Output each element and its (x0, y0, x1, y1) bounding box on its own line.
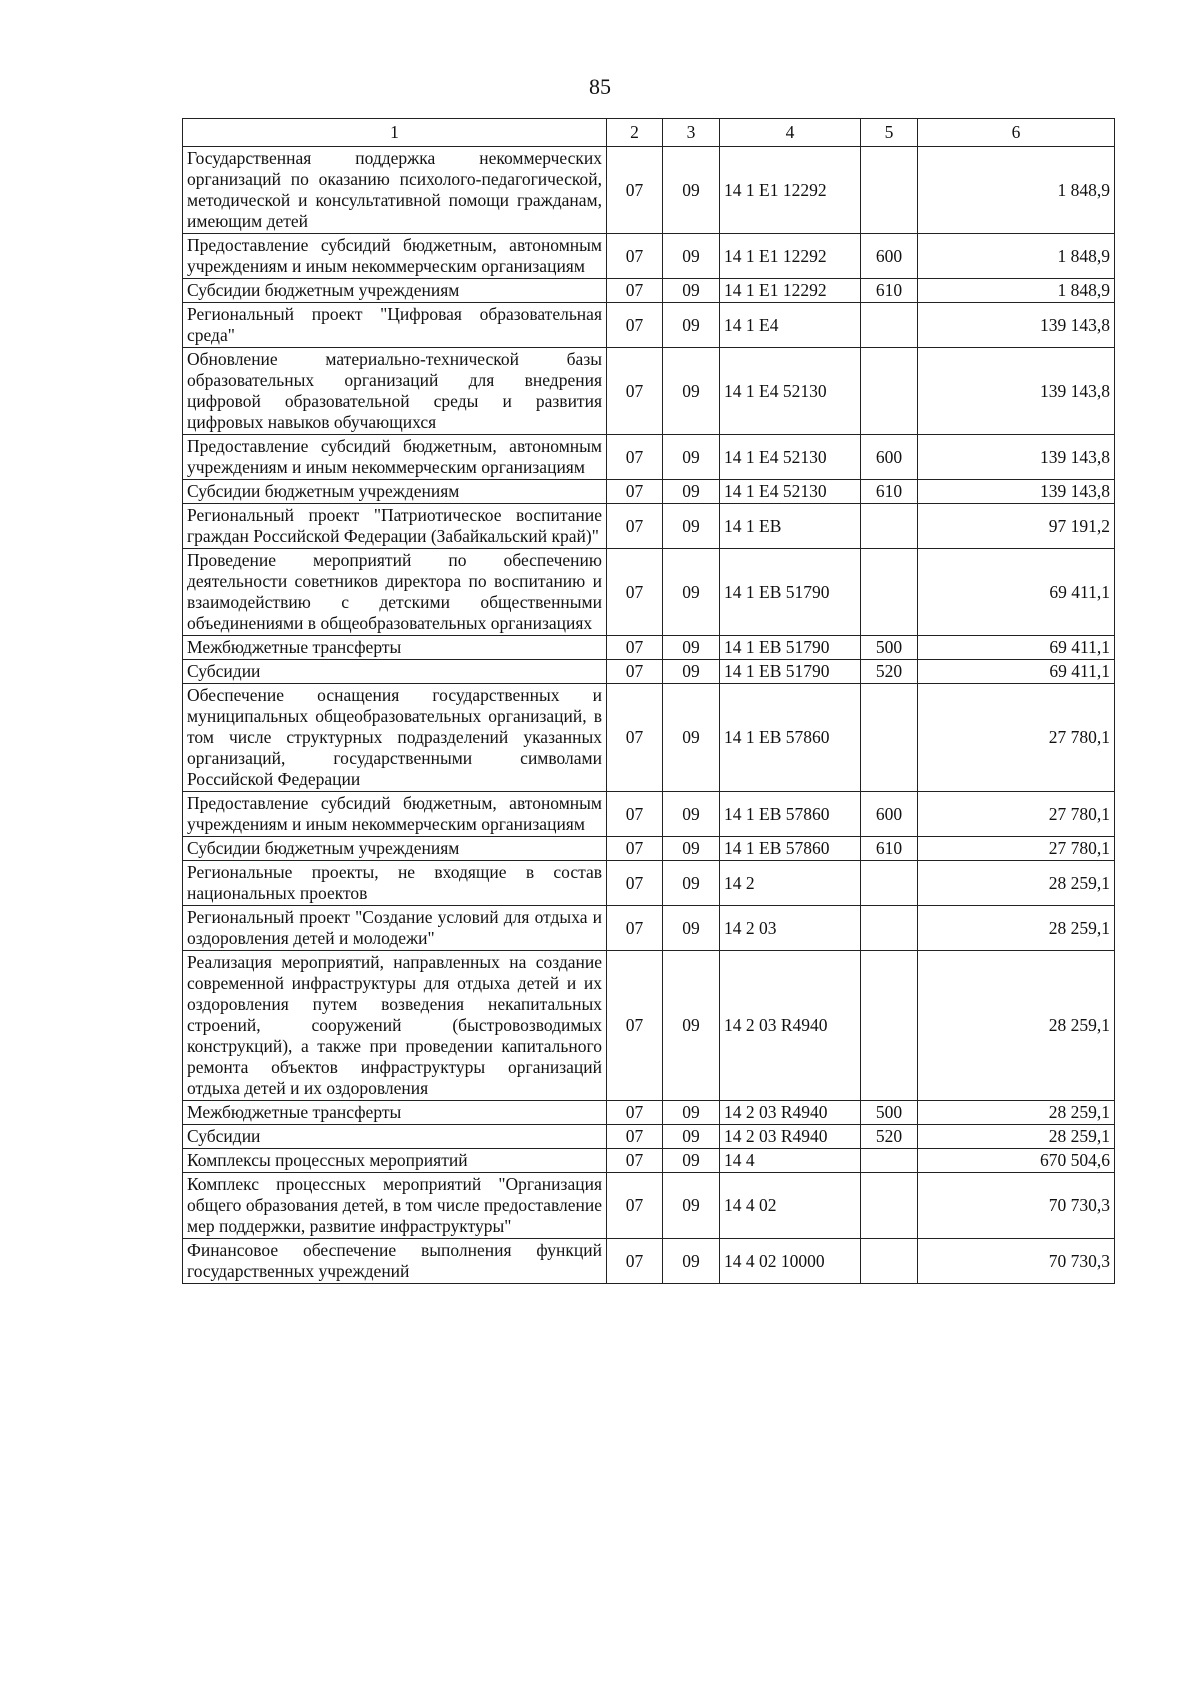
section-code-cell: 07 (607, 303, 663, 348)
amount-cell: 28 259,1 (918, 1125, 1115, 1149)
target-article-cell: 14 2 03 R4940 (720, 1125, 861, 1149)
subsection-code-cell: 09 (663, 861, 720, 906)
subsection-code-cell: 09 (663, 348, 720, 435)
row-name-cell: Реализация мероприятий, направленных на создание современной инфраструктуры для отдыха детей и их оздоровления путем возведения некапитальных строений, сооружений (быстровозводимых конструкций), а также при проведении капитального ремонта объектов инфраструктуры организаций отдыха детей и их оздоровления (183, 951, 607, 1101)
subsection-code-cell: 09 (663, 660, 720, 684)
target-article-cell: 14 1 EB 57860 (720, 837, 861, 861)
row-name-cell: Субсидии (183, 660, 607, 684)
table-row (183, 480, 1115, 504)
section-code-cell: 07 (607, 837, 663, 861)
row-name-cell: Субсидии бюджетным учреждениям (183, 279, 607, 303)
expense-type-cell: 610 (861, 837, 918, 861)
section-code-cell: 07 (607, 792, 663, 837)
amount-cell: 69 411,1 (918, 549, 1115, 636)
amount-cell: 27 780,1 (918, 792, 1115, 837)
subsection-code-cell: 09 (663, 1149, 720, 1173)
row-name-cell: Проведение мероприятий по обеспечению деятельности советников директора по воспитанию и взаимодействию с детскими общественными объединениями в общеобразовательных организациях (183, 549, 607, 636)
section-code-cell: 07 (607, 1125, 663, 1149)
target-article-cell: 14 2 (720, 861, 861, 906)
target-article-cell: 14 2 03 R4940 (720, 951, 861, 1101)
column-header-5: 5 (861, 119, 918, 147)
row-name-cell: Предоставление субсидий бюджетным, автономным учреждениям и иным некоммерческим организациям (183, 435, 607, 480)
table-row (183, 303, 1115, 348)
row-name-cell: Региональный проект "Создание условий для отдыха и оздоровления детей и молодежи" (183, 906, 607, 951)
subsection-code-cell: 09 (663, 480, 720, 504)
row-name-cell: Межбюджетные трансферты (183, 1101, 607, 1125)
expense-type-cell: 520 (861, 660, 918, 684)
amount-cell: 139 143,8 (918, 480, 1115, 504)
section-code-cell: 07 (607, 234, 663, 279)
subsection-code-cell: 09 (663, 1173, 720, 1239)
amount-cell: 28 259,1 (918, 1101, 1115, 1125)
table-row (183, 792, 1115, 837)
amount-cell: 70 730,3 (918, 1239, 1115, 1284)
column-header-4: 4 (720, 119, 861, 147)
expense-type-cell: 520 (861, 1125, 918, 1149)
row-name-cell: Межбюджетные трансферты (183, 636, 607, 660)
target-article-cell: 14 1 E4 52130 (720, 480, 861, 504)
subsection-code-cell: 09 (663, 792, 720, 837)
subsection-code-cell: 09 (663, 234, 720, 279)
amount-cell: 670 504,6 (918, 1149, 1115, 1173)
amount-cell: 139 143,8 (918, 435, 1115, 480)
expense-type-cell: 500 (861, 1101, 918, 1125)
amount-cell: 27 780,1 (918, 837, 1115, 861)
amount-cell: 1 848,9 (918, 147, 1115, 234)
amount-cell: 1 848,9 (918, 234, 1115, 279)
table-row (183, 147, 1115, 234)
table-row (183, 234, 1115, 279)
expense-type-cell (861, 1173, 918, 1239)
target-article-cell: 14 1 EB (720, 504, 861, 549)
expense-type-cell (861, 504, 918, 549)
expense-type-cell: 610 (861, 480, 918, 504)
row-name-cell: Субсидии бюджетным учреждениям (183, 837, 607, 861)
row-name-cell: Региональные проекты, не входящие в состав национальных проектов (183, 861, 607, 906)
amount-cell: 28 259,1 (918, 861, 1115, 906)
target-article-cell: 14 2 03 (720, 906, 861, 951)
column-header-2: 2 (607, 119, 663, 147)
section-code-cell: 07 (607, 348, 663, 435)
row-name-cell: Региональный проект "Патриотическое воспитание граждан Российской Федерации (Забайкальский край)" (183, 504, 607, 549)
expense-type-cell (861, 1149, 918, 1173)
table-row (183, 435, 1115, 480)
target-article-cell: 14 4 (720, 1149, 861, 1173)
table-row (183, 660, 1115, 684)
target-article-cell: 14 1 EB 51790 (720, 549, 861, 636)
row-name-cell: Финансовое обеспечение выполнения функций государственных учреждений (183, 1239, 607, 1284)
table-row (183, 861, 1115, 906)
page-number: 85 (589, 74, 611, 99)
expense-type-cell: 600 (861, 234, 918, 279)
target-article-cell: 14 1 E1 12292 (720, 147, 861, 234)
section-code-cell: 07 (607, 480, 663, 504)
row-name-cell: Комплекс процессных мероприятий "Организация общего образования детей, в том числе предоставление мер поддержки, развитие инфраструктуры" (183, 1173, 607, 1239)
row-name-cell: Предоставление субсидий бюджетным, автономным учреждениям и иным некоммерческим организациям (183, 792, 607, 837)
amount-cell: 139 143,8 (918, 348, 1115, 435)
amount-cell: 28 259,1 (918, 906, 1115, 951)
row-name-cell: Государственная поддержка некоммерческих организаций по оказанию психолого-педагогической, методической и консультативной помощи гражданам, имеющим детей (183, 147, 607, 234)
section-code-cell: 07 (607, 1149, 663, 1173)
amount-cell: 27 780,1 (918, 684, 1115, 792)
subsection-code-cell: 09 (663, 636, 720, 660)
section-code-cell: 07 (607, 549, 663, 636)
subsection-code-cell: 09 (663, 1125, 720, 1149)
table-row (183, 906, 1115, 951)
amount-cell: 97 191,2 (918, 504, 1115, 549)
subsection-code-cell: 09 (663, 279, 720, 303)
expense-type-cell (861, 549, 918, 636)
subsection-code-cell: 09 (663, 951, 720, 1101)
table-row (183, 837, 1115, 861)
table-row (183, 1101, 1115, 1125)
row-name-cell: Региональный проект "Цифровая образовательная среда" (183, 303, 607, 348)
column-header-1: 1 (183, 119, 607, 147)
table-row (183, 348, 1115, 435)
table-row (183, 1173, 1115, 1239)
table-row (183, 951, 1115, 1101)
subsection-code-cell: 09 (663, 1101, 720, 1125)
table-header-row (183, 119, 1115, 147)
section-code-cell: 07 (607, 147, 663, 234)
expense-type-cell: 600 (861, 435, 918, 480)
expense-type-cell (861, 951, 918, 1101)
row-name-cell: Комплексы процессных мероприятий (183, 1149, 607, 1173)
amount-cell: 28 259,1 (918, 951, 1115, 1101)
subsection-code-cell: 09 (663, 906, 720, 951)
section-code-cell: 07 (607, 636, 663, 660)
expense-type-cell (861, 861, 918, 906)
subsection-code-cell: 09 (663, 684, 720, 792)
table-row (183, 1125, 1115, 1149)
amount-cell: 70 730,3 (918, 1173, 1115, 1239)
target-article-cell: 14 1 E1 12292 (720, 279, 861, 303)
amount-cell: 69 411,1 (918, 660, 1115, 684)
row-name-cell: Обеспечение оснащения государственных и муниципальных общеобразовательных организаций, в том числе структурных подразделений указанных организаций, государственными символами Российской Федерации (183, 684, 607, 792)
row-name-cell: Субсидии бюджетным учреждениям (183, 480, 607, 504)
table-row (183, 279, 1115, 303)
budget-table (182, 118, 1115, 1284)
amount-cell: 139 143,8 (918, 303, 1115, 348)
subsection-code-cell: 09 (663, 303, 720, 348)
section-code-cell: 07 (607, 906, 663, 951)
target-article-cell: 14 1 EB 57860 (720, 684, 861, 792)
row-name-cell: Предоставление субсидий бюджетным, автономным учреждениям и иным некоммерческим организациям (183, 234, 607, 279)
section-code-cell: 07 (607, 1101, 663, 1125)
subsection-code-cell: 09 (663, 147, 720, 234)
expense-type-cell (861, 906, 918, 951)
target-article-cell: 14 4 02 10000 (720, 1239, 861, 1284)
expense-type-cell (861, 303, 918, 348)
expense-type-cell (861, 348, 918, 435)
table-row (183, 1239, 1115, 1284)
expense-type-cell (861, 1239, 918, 1284)
target-article-cell: 14 1 EB 51790 (720, 636, 861, 660)
section-code-cell: 07 (607, 660, 663, 684)
section-code-cell: 07 (607, 1173, 663, 1239)
section-code-cell: 07 (607, 684, 663, 792)
amount-cell: 69 411,1 (918, 636, 1115, 660)
section-code-cell: 07 (607, 504, 663, 549)
target-article-cell: 14 1 EB 57860 (720, 792, 861, 837)
section-code-cell: 07 (607, 861, 663, 906)
column-header-6: 6 (918, 119, 1115, 147)
amount-cell: 1 848,9 (918, 279, 1115, 303)
target-article-cell: 14 2 03 R4940 (720, 1101, 861, 1125)
table-row (183, 549, 1115, 636)
table-body (183, 147, 1115, 1284)
subsection-code-cell: 09 (663, 435, 720, 480)
subsection-code-cell: 09 (663, 549, 720, 636)
section-code-cell: 07 (607, 279, 663, 303)
subsection-code-cell: 09 (663, 1239, 720, 1284)
table-row (183, 504, 1115, 549)
expense-type-cell: 500 (861, 636, 918, 660)
target-article-cell: 14 1 E4 (720, 303, 861, 348)
target-article-cell: 14 1 E1 12292 (720, 234, 861, 279)
row-name-cell: Обновление материально-технической базы образовательных организаций для внедрения цифровой образовательной среды и развития цифровых навыков обучающихся (183, 348, 607, 435)
subsection-code-cell: 09 (663, 837, 720, 861)
expense-type-cell: 610 (861, 279, 918, 303)
expense-type-cell (861, 684, 918, 792)
table-row (183, 636, 1115, 660)
subsection-code-cell: 09 (663, 504, 720, 549)
target-article-cell: 14 1 E4 52130 (720, 348, 861, 435)
section-code-cell: 07 (607, 1239, 663, 1284)
expense-type-cell: 600 (861, 792, 918, 837)
table-row (183, 1149, 1115, 1173)
column-header-3: 3 (663, 119, 720, 147)
table-row (183, 684, 1115, 792)
section-code-cell: 07 (607, 435, 663, 480)
target-article-cell: 14 4 02 (720, 1173, 861, 1239)
section-code-cell: 07 (607, 951, 663, 1101)
expense-type-cell (861, 147, 918, 234)
row-name-cell: Субсидии (183, 1125, 607, 1149)
target-article-cell: 14 1 EB 51790 (720, 660, 861, 684)
target-article-cell: 14 1 E4 52130 (720, 435, 861, 480)
